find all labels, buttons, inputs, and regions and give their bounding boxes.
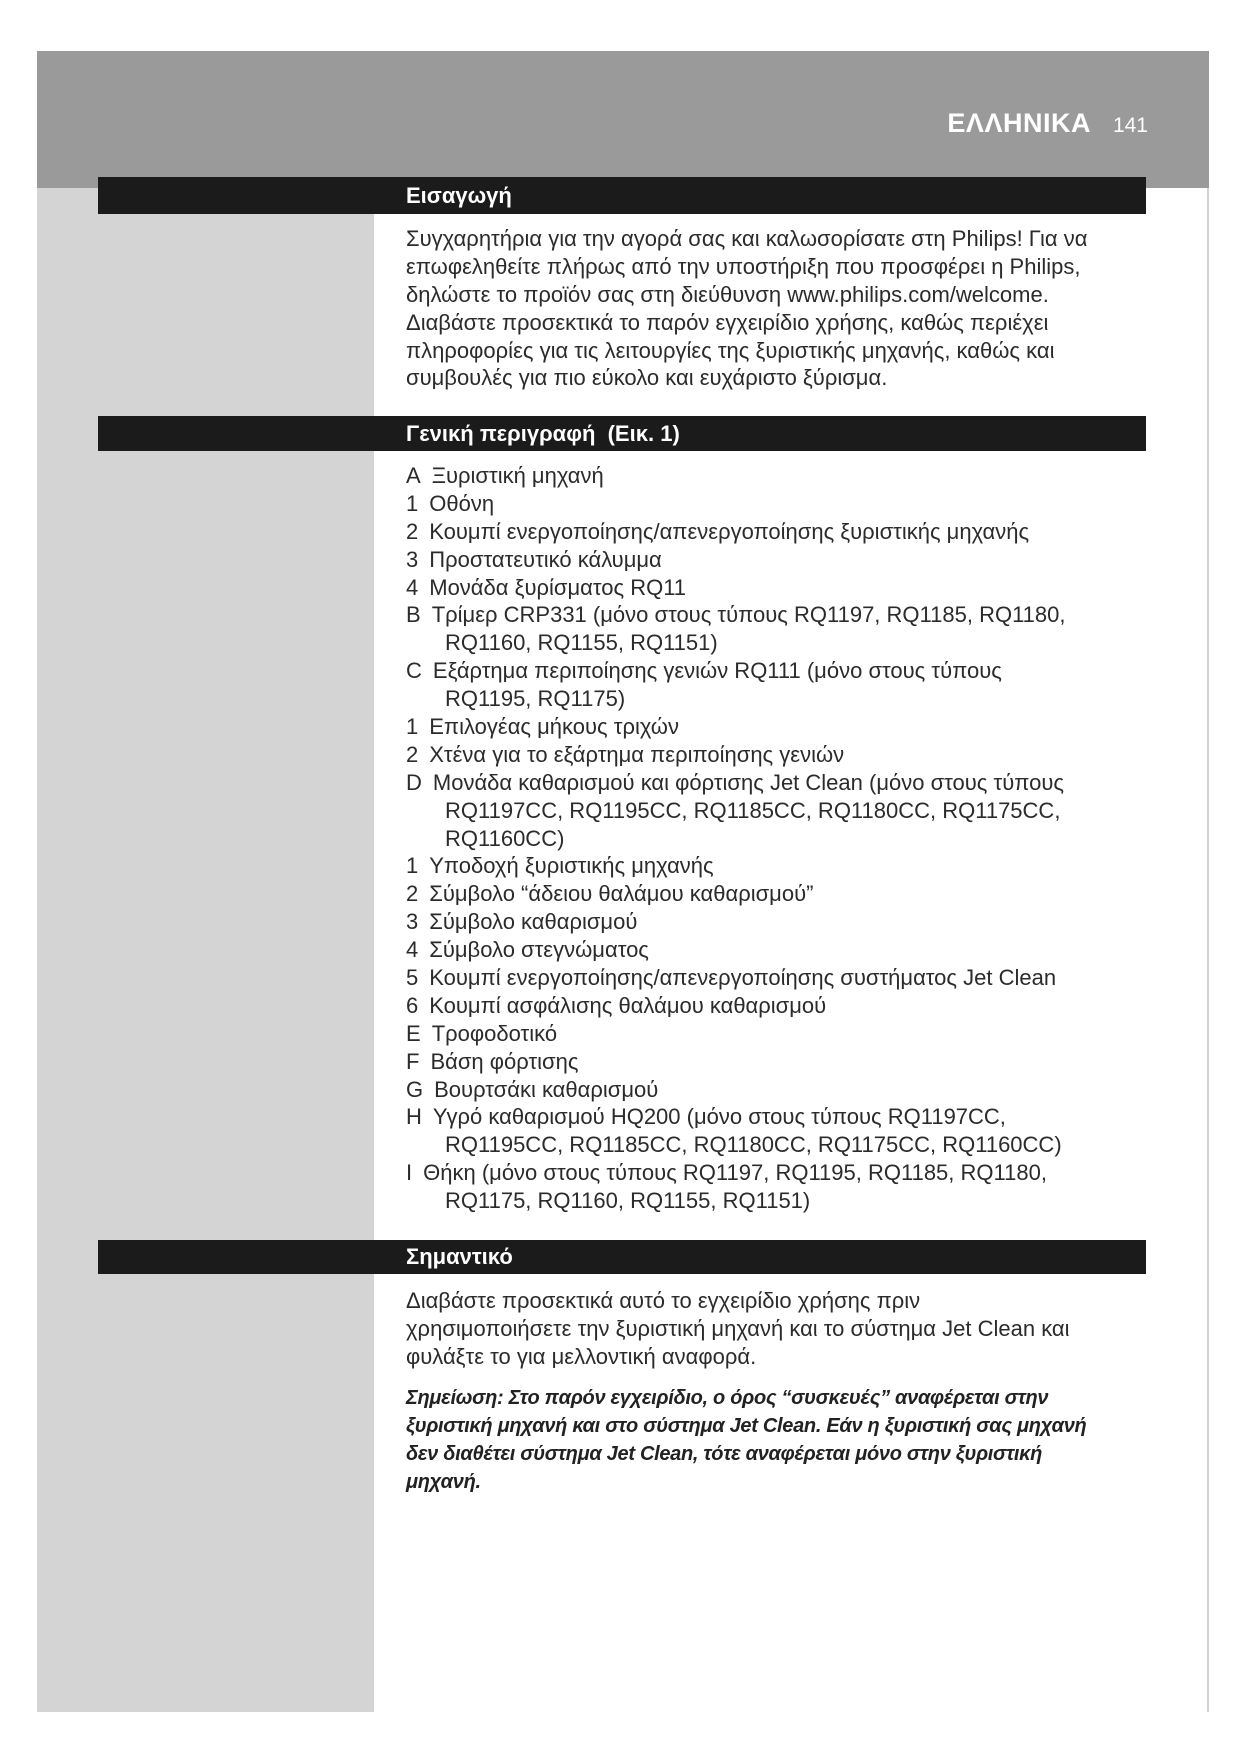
language-title: ΕΛΛΗΝΙΚΑ — [947, 108, 1091, 138]
component-label: 2 — [406, 741, 419, 767]
component-label: 2 — [406, 518, 419, 544]
component-item — [406, 601, 1066, 657]
component-text: Σύμβολο στεγνώματος — [429, 937, 649, 963]
component-text: Βάση φόρτισης — [430, 1048, 579, 1074]
note-line: μηχανή. — [406, 1470, 481, 1493]
note-text — [406, 1385, 1086, 1497]
component-item — [406, 992, 1066, 1020]
component-item — [406, 1159, 1066, 1215]
component-item — [406, 852, 1066, 880]
component-text: Σύμβολο “άδειου θαλάμου καθαρισμού” — [429, 881, 814, 907]
component-item — [406, 490, 1066, 518]
component-text-continued: RQ1160, RQ1155, RQ1151) — [445, 630, 718, 656]
component-item — [406, 518, 1066, 546]
section-heading-introduction: Εισαγωγή — [406, 182, 512, 208]
component-item — [406, 657, 1066, 713]
component-label: E — [406, 1020, 421, 1046]
component-label: 3 — [406, 909, 419, 935]
component-label: A — [406, 463, 421, 488]
component-text-continued: RQ1175, RQ1160, RQ1155, RQ1151) — [445, 1188, 811, 1214]
component-item — [406, 769, 1066, 853]
text-line: Συγχαρητήρια για την αγορά σας και καλωσορίσατε στη Philips! Για να — [406, 226, 1088, 251]
component-item — [406, 546, 1066, 574]
component-text-continued: RQ1195, RQ1175) — [445, 686, 626, 712]
section-bar-introduction — [98, 177, 1146, 214]
text-line: δηλώστε το προϊόν σας στη διεύθυνση www.philips.com/welcome. — [406, 281, 1049, 307]
component-text-continued: RQ1195CC, RQ1185CC, RQ1180CC, RQ1175CC, RQ1160CC) — [445, 1132, 1062, 1158]
component-item — [406, 713, 1066, 741]
note-line: ξυριστική μηχανή και στο σύστημα Jet Clean. Εάν η ξυριστική σας μηχανή — [406, 1414, 1087, 1437]
component-item — [406, 1048, 1066, 1076]
component-item — [406, 1020, 1066, 1048]
component-label: 5 — [406, 965, 419, 991]
component-text-continued: RQ1197CC, RQ1195CC, RQ1185CC, RQ1180CC, RQ1175CC, — [445, 797, 1061, 823]
text-line: πληροφορίες για τις λειτουργίες της ξυριστικής μηχανής, καθώς και — [406, 337, 1055, 363]
component-text: Μονάδα ξυρίσματος RQ11 — [429, 574, 687, 600]
component-label: 4 — [406, 574, 419, 600]
introduction-text — [406, 225, 1087, 392]
page-header — [947, 108, 1148, 139]
component-text: Μονάδα καθαρισμού και φόρτισης Jet Clean (μόνο στους τύπους — [432, 769, 1064, 795]
component-label: I — [406, 1160, 413, 1186]
section-heading-important: Σημαντικό — [406, 1244, 513, 1269]
text-line: Διαβάστε προσεκτικά το παρόν εγχειρίδιο χρήσης, καθώς περιέχει — [406, 309, 1049, 335]
component-text: Υποδοχή ξυριστικής μηχανής — [429, 853, 714, 879]
component-item — [406, 964, 1066, 992]
component-item — [406, 741, 1066, 769]
component-label: H — [406, 1104, 422, 1130]
component-text: Επιλογέας μήκους τριχών — [429, 714, 679, 740]
text-line: χρησιμοποιήσετε την ξυριστική μηχανή και το σύστημα Jet Clean και — [406, 1315, 1070, 1341]
component-label: 4 — [406, 937, 419, 963]
component-text: Υγρό καθαρισμού HQ200 (μόνο στους τύπους RQ1197CC, — [432, 1104, 1006, 1130]
important-text — [406, 1287, 1070, 1371]
component-item — [406, 908, 1066, 936]
component-label: G — [406, 1076, 424, 1102]
section-heading-general-description: Γενική περιγραφή (Εικ. 1) — [406, 420, 680, 446]
component-text-continued: RQ1160CC) — [445, 825, 565, 851]
component-item — [406, 1103, 1066, 1159]
component-text: Προστατευτικό κάλυμμα — [429, 546, 662, 572]
component-text: Κουμπί ασφάλισης θαλάμου καθαρισμού — [429, 992, 827, 1018]
text-line: Διαβάστε προσεκτικά αυτό το εγχειρίδιο χρήσης πριν — [406, 1288, 921, 1313]
component-item — [406, 1076, 1066, 1104]
component-label: C — [406, 658, 422, 684]
component-item — [406, 880, 1066, 908]
text-line: συμβουλές για πιο εύκολο και ευχάριστο ξύρισμα. — [406, 365, 888, 391]
component-text: Σύμβολο καθαρισμού — [429, 909, 638, 935]
component-label: 2 — [406, 881, 419, 907]
component-item — [406, 462, 1066, 490]
component-text: Θήκη (μόνο στους τύπους RQ1197, RQ1195, RQ1185, RQ1180, — [423, 1160, 1047, 1186]
section-bar-important — [98, 1240, 1146, 1274]
text-line: επωφεληθείτε πλήρως από την υποστήριξη που προσφέρει η Philips, — [406, 253, 1081, 279]
section-bar-general-description — [98, 416, 1146, 451]
component-label: 1 — [406, 490, 419, 516]
component-text: Εξάρτημα περιποίησης γενιών RQ111 (μόνο στους τύπους — [432, 658, 1002, 684]
component-item — [406, 574, 1066, 602]
component-item — [406, 936, 1066, 964]
component-label: F — [406, 1048, 420, 1074]
note-line: Σημείωση: Στο παρόν εγχειρίδιο, ο όρος “συσκευές” αναφέρεται στην — [406, 1387, 1049, 1409]
component-label: 1 — [406, 853, 419, 879]
component-list — [406, 462, 1066, 1215]
right-rule — [1207, 188, 1209, 1712]
component-label: 1 — [406, 714, 419, 740]
component-text: Τροφοδοτικό — [431, 1020, 558, 1046]
text-line: φυλάξτε το για μελλοντική αναφορά. — [406, 1343, 757, 1369]
component-label: 3 — [406, 546, 419, 572]
note-line: δεν διαθέτει σύστημα Jet Clean, τότε αναφέρεται μόνο στην ξυριστική — [406, 1442, 1043, 1465]
component-label: 6 — [406, 992, 419, 1018]
component-text: Βουρτσάκι καθαρισμού — [434, 1076, 659, 1102]
component-label: D — [406, 769, 422, 795]
component-label: B — [406, 602, 421, 628]
component-text: Οθόνη — [429, 490, 495, 516]
component-text: Κουμπί ενεργοποίησης/απενεργοποίησης συστήματος Jet Clean — [429, 965, 1057, 991]
component-text: Τρίμερ CRP331 (μόνο στους τύπους RQ1197, RQ1185, RQ1180, — [431, 602, 1066, 628]
component-text: Χτένα για το εξάρτημα περιποίησης γενιών — [429, 741, 845, 767]
component-text: Κουμπί ενεργοποίησης/απενεργοποίησης ξυριστικής μηχανής — [429, 518, 1030, 544]
page-number: 141 — [1112, 114, 1148, 137]
component-text: Ξυριστική μηχανή — [431, 463, 604, 488]
